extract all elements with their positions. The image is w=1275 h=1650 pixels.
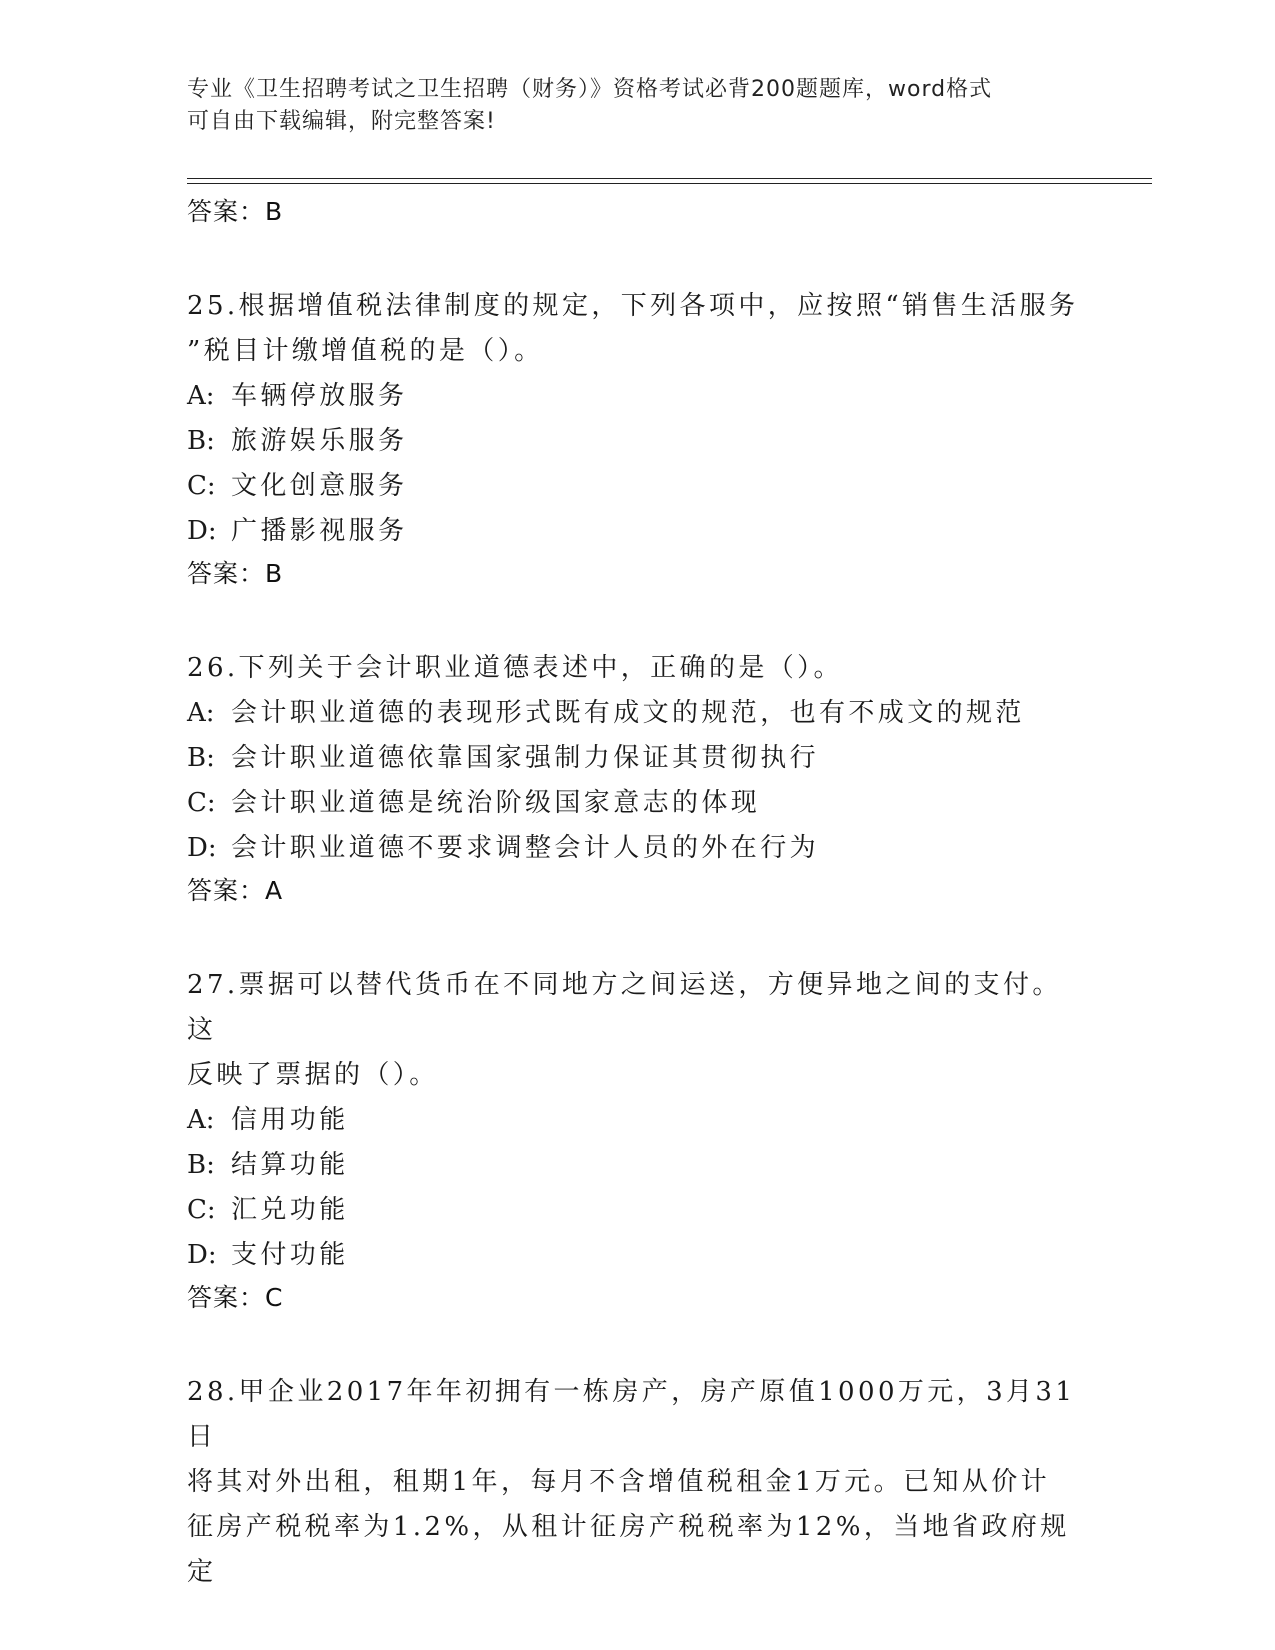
option-text: 文化创意服务 — [231, 471, 408, 501]
option-letter: A: — [187, 381, 215, 411]
option-d — [187, 826, 1087, 871]
answer-line: 答案：C — [187, 1283, 284, 1312]
option-letter: D: — [187, 833, 217, 863]
option-letter: B: — [187, 1150, 215, 1180]
spacer — [187, 911, 1087, 963]
option-c — [187, 781, 1087, 826]
option-a — [187, 691, 1087, 736]
question-text-line: ”税目计缴增值税的是（）。 — [187, 336, 544, 366]
option-d — [187, 1233, 1087, 1278]
option-text: 汇兑功能 — [231, 1195, 349, 1225]
option-letter: A: — [187, 1105, 215, 1135]
option-text: 信用功能 — [231, 1105, 349, 1135]
option-text: 会计职业道德是统治阶级国家意志的体现 — [231, 788, 761, 818]
option-letter: A: — [187, 698, 215, 728]
spacer — [187, 594, 1087, 646]
option-text: 旅游娱乐服务 — [231, 426, 408, 456]
answer-line: 答案：A — [187, 876, 284, 905]
option-text: 会计职业道德依靠国家强制力保证其贯彻执行 — [231, 743, 820, 773]
header-divider-top — [187, 178, 1152, 179]
question-28 — [187, 1370, 1087, 1595]
question-26 — [187, 646, 1087, 911]
option-c — [187, 1188, 1087, 1233]
option-letter: C: — [187, 788, 216, 818]
option-d — [187, 509, 1087, 554]
question-text-line: 征房产税税率为1.2%，从租计征房产税税率为12%，当地省政府规定 — [187, 1512, 1070, 1587]
option-b — [187, 736, 1087, 781]
option-b — [187, 419, 1087, 464]
question-text-line: 26.下列关于会计职业道德表述中，正确的是（）。 — [187, 653, 843, 683]
answer-line: 答案：B — [187, 197, 284, 226]
question-list — [187, 192, 1087, 1595]
answer-line: 答案：B — [187, 559, 284, 588]
header-line-2: 可自由下载编辑，附完整答案! — [187, 109, 496, 134]
header-line-1: 专业《卫生招聘考试之卫生招聘（财务）》资格考试必背200题题库，word格式 — [187, 77, 993, 102]
option-text: 支付功能 — [231, 1240, 349, 1270]
question-27 — [187, 963, 1087, 1318]
question-25 — [187, 284, 1087, 594]
option-a — [187, 1098, 1087, 1143]
question-text-line: 28.甲企业2017年年初拥有一栋房产，房产原值1000万元，3月31日 — [187, 1377, 1076, 1452]
question-text-line: 反映了票据的（）。 — [187, 1060, 439, 1090]
option-text: 结算功能 — [231, 1150, 349, 1180]
option-letter: C: — [187, 1195, 216, 1225]
option-letter: B: — [187, 743, 215, 773]
option-letter: D: — [187, 1240, 217, 1270]
question-text-line: 将其对外出租，租期1年，每月不含增值税租金1万元。已知从价计 — [187, 1467, 1051, 1497]
spacer — [187, 1318, 1087, 1370]
page-header — [187, 74, 1067, 138]
option-letter: D: — [187, 516, 217, 546]
question-text-line: 25.根据增值税法律制度的规定，下列各项中，应按照“销售生活服务 — [187, 291, 1079, 321]
option-text: 会计职业道德的表现形式既有成文的规范，也有不成文的规范 — [231, 698, 1025, 728]
option-c — [187, 464, 1087, 509]
option-text: 车辆停放服务 — [231, 381, 408, 411]
header-divider-bottom — [187, 183, 1152, 184]
question-text-line: 27.票据可以替代货币在不同地方之间运送，方便异地之间的支付。这 — [187, 970, 1062, 1045]
option-letter: B: — [187, 426, 215, 456]
option-text: 广播影视服务 — [231, 516, 408, 546]
option-text: 会计职业道德不要求调整会计人员的外在行为 — [231, 833, 820, 863]
option-b — [187, 1143, 1087, 1188]
spacer — [187, 232, 1087, 284]
option-a — [187, 374, 1087, 419]
option-letter: C: — [187, 471, 216, 501]
